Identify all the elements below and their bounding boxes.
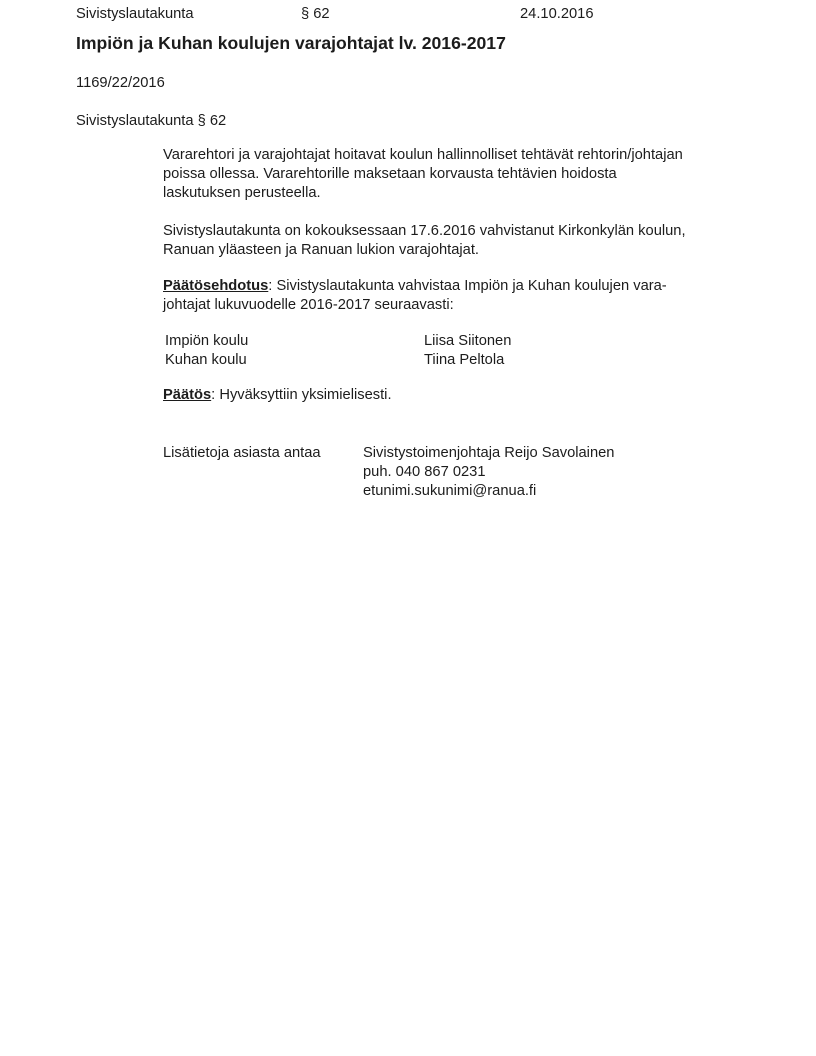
document-title: Impiön ja Kuhan koulujen varajohtajat lv. 2016-2017 — [76, 33, 506, 53]
paragraph-line: Vararehtori ja varajohtajat hoitavat koulun hallinnolliset tehtävät rehtorin/johtajan — [163, 147, 683, 163]
decision — [163, 386, 392, 405]
school-name: Impiön koulu — [165, 333, 249, 349]
header-date: 24.10.2016 — [520, 6, 594, 22]
contact-lead: Lisätietoja asiasta antaa — [163, 445, 321, 461]
contact-email: etunimi.sukunimi@ranua.fi — [363, 483, 537, 499]
paragraph-line: poissa ollessa. Vararehtorille maksetaan korvausta tehtävien hoidosta — [163, 166, 617, 182]
contact-person: Sivistystoimenjohtaja Reijo Savolainen — [363, 445, 615, 461]
decision-text: : Hyväksyttiin yksimielisesti. — [211, 387, 392, 403]
paragraph-line: Sivistyslautakunta on kokouksessaan 17.6.2016 vahvistanut Kirkonkylän koulun, — [163, 223, 686, 239]
contact-block — [163, 444, 683, 499]
contact-details — [363, 444, 614, 501]
decision-proposal — [163, 277, 667, 315]
assignments-table — [165, 332, 665, 370]
header-section-mark: § 62 — [301, 6, 330, 22]
paragraph-duties — [163, 146, 683, 203]
paragraph-line: Ranuan yläasteen ja Ranuan lukion varajohtajat. — [163, 242, 479, 258]
deputy-name: Tiina Peltola — [424, 352, 505, 368]
case-number: 1169/22/2016 — [76, 75, 165, 91]
decision-proposal-label: Päätösehdotus — [163, 278, 269, 294]
table-row — [165, 351, 665, 370]
paragraph-line: johtajat lukuvuodelle 2016-2017 seuraavasti: — [163, 297, 454, 313]
paragraph-line — [163, 277, 667, 296]
school-name: Kuhan koulu — [165, 352, 247, 368]
decision-label: Päätös — [163, 387, 212, 403]
header-committee: Sivistyslautakunta — [76, 6, 194, 22]
paragraph-line: laskutuksen perusteella. — [163, 185, 321, 201]
decision-proposal-text: : Sivistyslautakunta vahvistaa Impiön ja Kuhan koulujen vara- — [268, 278, 667, 294]
section-reference: Sivistyslautakunta § 62 — [76, 113, 227, 129]
table-row — [165, 332, 665, 351]
contact-phone: puh. 040 867 0231 — [363, 464, 486, 480]
paragraph-previous-confirmation — [163, 222, 686, 260]
deputy-name: Liisa Siitonen — [424, 333, 512, 349]
